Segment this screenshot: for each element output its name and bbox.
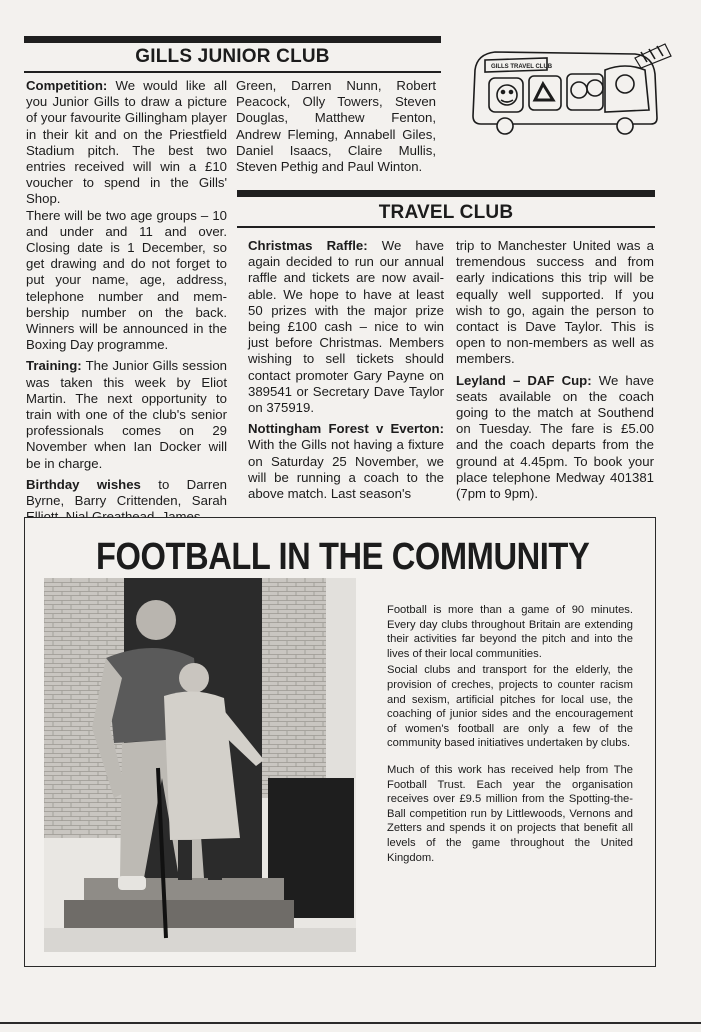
bus-sign-text: GILLS TRAVEL CLUB bbox=[491, 64, 553, 70]
birthday-label: Birthday wishes bbox=[26, 476, 141, 492]
birthday-text: to Darren Byrne, Barry Crittenden, Sarah bbox=[26, 476, 227, 509]
forest-paragraph bbox=[248, 421, 444, 502]
age-groups-text: There will be two age groups – 10 and under and 11 and over. Closing date is 1 December, so get drawing and do not forget to put your name, age, address, telephone number and membership number on the back. Winners will be announced in the Boxing Day programme. bbox=[26, 207, 227, 353]
page-bottom-rule bbox=[0, 1022, 701, 1024]
leyland-paragraph bbox=[456, 373, 654, 503]
leyland-text: We have seats available on the coach going to the match at Southend on Tuesday. The fare is £5.00 and the coach departs from the ground at 4.45pm. To book your place telephone Medway 401381 (7pm to 9pm). bbox=[456, 372, 655, 502]
travel-club-top-rule bbox=[237, 190, 655, 197]
raffle-label: Christmas Raffle: bbox=[248, 238, 368, 253]
bus-cartoon-icon bbox=[455, 40, 683, 135]
junior-club-heading-rule bbox=[24, 71, 441, 73]
birthday-continued: Green, Darren Nunn, Robert Peacock, Olly Towers, Steven Douglas, Matthew Fenton, Andrew Fleming, Annabell Giles, Daniel Isaacs, Claire Mullis, Steven Pethig and Paul Winton. bbox=[236, 78, 436, 175]
forest-text: With the Gills not having a fixture on Saturday 25 November, we will be running a coach to the above match. Last season's bbox=[248, 437, 444, 502]
junior-club-top-rule bbox=[24, 36, 441, 43]
travel-club-column-left bbox=[248, 238, 444, 507]
leyland-label: Leyland – DAF Cup: bbox=[456, 372, 592, 388]
community-title: FOOTBALL IN THE COMMUNITY bbox=[96, 536, 590, 578]
raffle-paragraph bbox=[248, 238, 444, 416]
junior-club-column-left bbox=[26, 78, 227, 530]
travel-club-heading: TRAVEL CLUB bbox=[378, 202, 514, 223]
forest-continued: trip to Manchester United was a tremendous success and from early indications this trip will be equally well supported. If you wish to go, again the person to contact is Dave Taylor. This is open to non-members as well as members. bbox=[456, 238, 654, 367]
training-text: The Junior Gills session was taken this week by Eliot Martin. The next opportunity to train with one of the club's senior professionals comes on 29 November when Ian Docker will be in charge. bbox=[26, 358, 227, 471]
travel-club-heading-rule bbox=[237, 226, 655, 228]
junior-club-heading: GILLS JUNIOR CLUB bbox=[135, 46, 330, 67]
travel-club-bus-illustration bbox=[455, 40, 683, 135]
training-label: Training: bbox=[26, 358, 82, 374]
competition-paragraph bbox=[26, 78, 227, 353]
competition-text: We would like all you Junior Gills to draw a picture of your favourite Gillingham player in their kit and on the Priestfield Stadium pitch. The best two entries received will win a £10 voucher to spend in the Gills' Shop. bbox=[26, 78, 227, 207]
competition-label: Competition: bbox=[26, 78, 108, 93]
travel-club-column-right bbox=[456, 238, 654, 507]
raffle-text: We have again decided to run our annual raffle and tickets are now available. We hope to have at least 50 prizes with the major prize being £100 cash – nice to win just before Christmas. Members wishing to sell tickets should contact promoter Gary Payne on 389541 or Secretary Dave Taylor on 375919. bbox=[248, 238, 444, 416]
community-paragraph-3: Much of this work has received help from The Football Trust. Each year the organisation receives over £9.5 million from the Spotting-the-Ball competition run by Littlewoods, Vernons and Zetters and spends it on projects that benefit all levels of the game throughout the United Kingdom. bbox=[387, 763, 633, 864]
community-text-column bbox=[387, 603, 633, 872]
junior-club-column-right bbox=[236, 78, 436, 180]
community-paragraph-2: Social clubs and transport for the elderly, the provision of creches, projects to counter racism and sexism, artificial pitches for local use, the coaching of junior sides and the encouragement of women's football are only a few of the community based initiatives undertaken by clubs. bbox=[387, 664, 633, 750]
community-paragraph-1: Football is more than a game of 90 minutes. Every day clubs throughout Britain are extending their activities far beyond the pitch and into the lives of their local communities. bbox=[387, 604, 633, 660]
forest-label: Nottingham Forest v Everton: bbox=[248, 421, 444, 437]
training-paragraph bbox=[26, 358, 227, 471]
community-photo bbox=[44, 578, 356, 952]
photo-player-helping-elderly-woman-icon bbox=[44, 578, 356, 952]
